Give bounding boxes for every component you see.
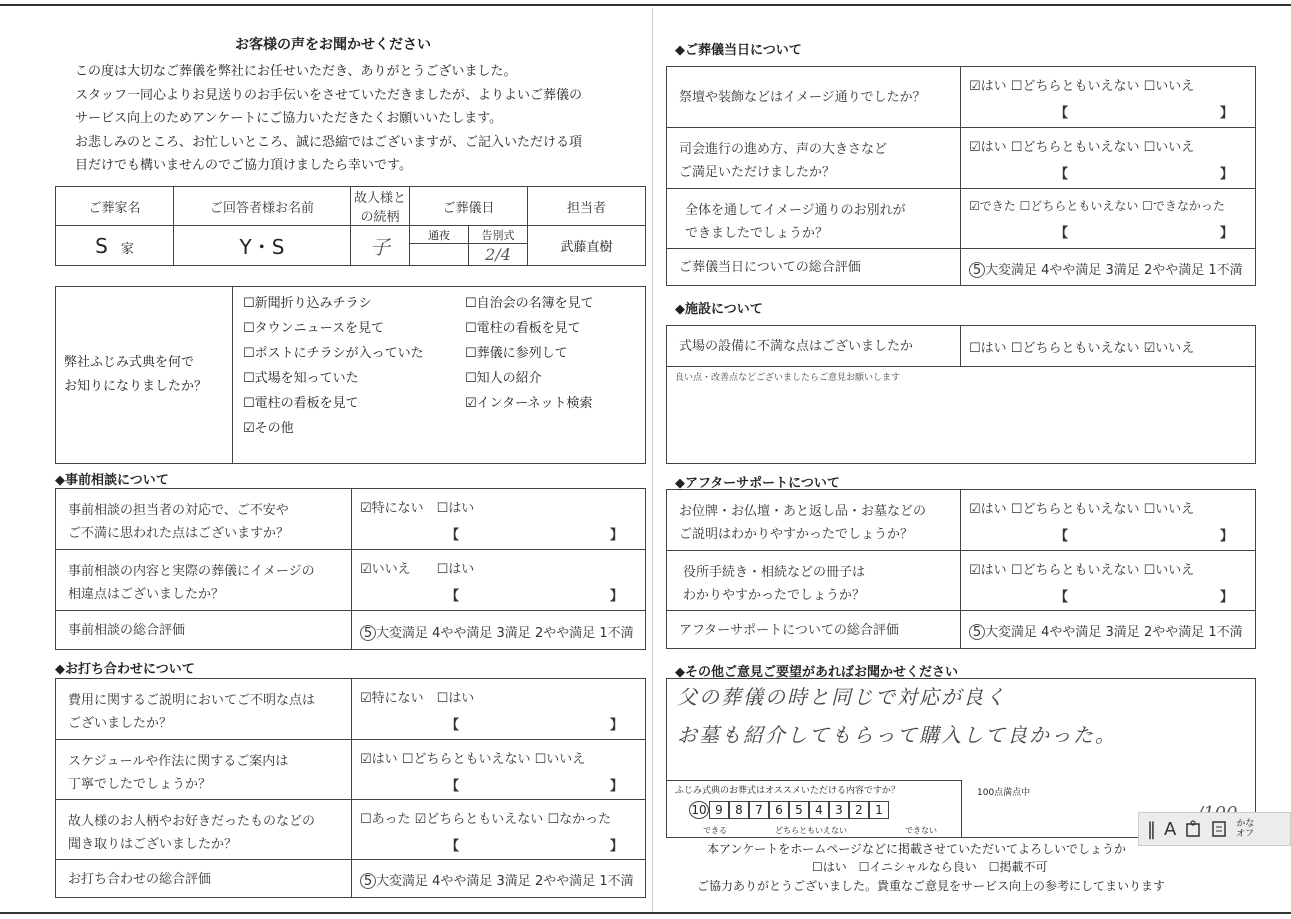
meeting-q3 bbox=[56, 800, 352, 859]
meeting-q2 bbox=[56, 740, 352, 799]
day-q3-row bbox=[667, 188, 1255, 248]
respondent-cell[interactable] bbox=[174, 226, 351, 266]
after-rating[interactable] bbox=[961, 611, 1255, 649]
date-header: ご葬儀日 bbox=[410, 187, 528, 226]
source-col-2 bbox=[465, 291, 594, 416]
family-header: ご葬家名 bbox=[56, 187, 174, 226]
comment-line: 父の葬儀の時と同じで対応が良く bbox=[677, 685, 1007, 709]
score-cell[interactable]: 6 bbox=[769, 801, 789, 819]
meeting-q4-row bbox=[56, 859, 645, 898]
answer-options: ☑はい ☐どちらともいえない ☐いいえ bbox=[969, 502, 1195, 517]
scale-mid: どちらともいえない bbox=[775, 826, 847, 835]
facility-q1: 式場の設備に不満な点はございましたか bbox=[667, 326, 961, 366]
score-grid[interactable] bbox=[689, 801, 889, 819]
note-brackets bbox=[969, 163, 1247, 182]
question-line: ございましたか？ bbox=[68, 716, 173, 731]
rating-circle: 5 bbox=[969, 262, 985, 278]
note-brackets bbox=[969, 102, 1247, 121]
rating-scale: 大変満足 4やや満足 3満足 2やや満足 1不満 bbox=[376, 874, 634, 889]
pre-q1-answer[interactable] bbox=[352, 489, 645, 549]
other-heading: ◆その他ご意見ご要望があればお聞かせください bbox=[675, 665, 958, 680]
question-line: 全体を通してイメージ通りのお別れが bbox=[685, 203, 906, 218]
funeral-header: 告別式 bbox=[469, 226, 528, 244]
note-brackets bbox=[360, 775, 637, 794]
question-line: 聞き取りはございましたか？ bbox=[68, 837, 238, 852]
wake-cell[interactable] bbox=[410, 244, 469, 266]
day-rating[interactable] bbox=[961, 249, 1255, 286]
score-cell[interactable]: 8 bbox=[729, 801, 749, 819]
day-section bbox=[666, 66, 1256, 286]
question-line: 司会進行の進め方、声の大きさなど bbox=[679, 142, 888, 157]
intro-line: スタッフ一同心よりお見送りのお手伝いをさせていただきましたが、よりよいご葬儀の bbox=[75, 87, 583, 103]
bracket-open: 【 bbox=[446, 718, 460, 733]
after-q2 bbox=[667, 551, 961, 610]
publish-question: 本アンケートをホームページなどに掲載させていただいてよろしいでしょうか bbox=[707, 842, 1127, 856]
after-q3-row bbox=[667, 610, 1255, 649]
question-line: 故人様のお人柄やお好きだったものなどの bbox=[68, 814, 316, 829]
after-q2-row bbox=[667, 550, 1255, 610]
after-section bbox=[666, 489, 1256, 649]
family-name: S bbox=[95, 233, 108, 258]
meeting-q3-answer[interactable] bbox=[352, 800, 645, 859]
score-cell[interactable]: 4 bbox=[809, 801, 829, 819]
question-line: スケジュールや作法に関するご案内は bbox=[68, 754, 289, 769]
facility-q1-answer[interactable] bbox=[961, 326, 1255, 366]
note-brackets bbox=[360, 524, 637, 543]
source-option[interactable]: ☐タウンニュースを見て bbox=[243, 321, 385, 336]
intro-text bbox=[75, 60, 635, 178]
score-cell[interactable]: 9 bbox=[709, 801, 729, 819]
family-cell[interactable] bbox=[56, 226, 174, 266]
question-line: ご説明はわかりやすかったでしょうか？ bbox=[679, 527, 914, 542]
question-line: 事前相談の内容と実際の葬儀にイメージの bbox=[68, 564, 315, 579]
bracket-open: 【 bbox=[1055, 167, 1069, 182]
source-option[interactable]: ☐新聞折り込みチラシ bbox=[243, 296, 372, 311]
note-brackets bbox=[969, 222, 1247, 241]
rating-circle: 5 bbox=[360, 873, 376, 889]
meeting-q2-answer[interactable] bbox=[352, 740, 645, 799]
source-option[interactable]: ☐ポストにチラシが入っていた bbox=[243, 346, 424, 361]
day-q2-row bbox=[667, 127, 1255, 188]
source-option[interactable]: ☐知人の紹介 bbox=[465, 371, 542, 386]
question-line: できましたでしょうか？ bbox=[685, 226, 829, 241]
note-brackets bbox=[969, 525, 1247, 544]
day-q3 bbox=[667, 189, 961, 248]
answer-options: ☑はい ☐どちらともいえない ☐いいえ bbox=[360, 752, 586, 767]
bracket-open: 【 bbox=[446, 589, 460, 604]
facility-note[interactable]: 良い点・改善点などございましたらご意見お願いします bbox=[667, 366, 1255, 464]
comment-line: お墓も紹介してもらって購入して良かった。 bbox=[677, 723, 1117, 747]
answer-options: ☑はい ☐どちらともいえない ☐いいえ bbox=[969, 79, 1195, 94]
bracket-close: 】 bbox=[609, 839, 623, 854]
question-line: わかりやすかったでしょうか？ bbox=[683, 588, 866, 603]
question-line: 丁寧でしたでしょうか？ bbox=[68, 777, 212, 792]
kana-toggle[interactable] bbox=[1236, 819, 1254, 839]
note-brackets bbox=[360, 714, 637, 733]
bracket-open: 【 bbox=[1055, 226, 1069, 241]
day-q4: ご葬儀当日についての総合評価 bbox=[667, 249, 961, 286]
recommend-question: ふじみ式典のお葬式はオススメいただける内容ですか？ bbox=[675, 786, 900, 796]
question-line: 相違点はございましたか？ bbox=[68, 587, 225, 602]
answer-options: ☐あった ☑どちらともいえない ☐なかった bbox=[360, 812, 612, 827]
staff-cell[interactable] bbox=[528, 226, 646, 266]
day-q1: 祭壇や装飾などはイメージ通りでしたか？ bbox=[667, 67, 961, 127]
answer-options: ☑特にない ☐はい bbox=[360, 501, 475, 516]
bracket-close: 】 bbox=[1219, 106, 1233, 121]
day-q4-row bbox=[667, 248, 1255, 286]
after-q1 bbox=[667, 490, 961, 550]
answer-options: ☐はい ☐どちらともいえない ☑いいえ bbox=[969, 341, 1195, 356]
day-q1-answer[interactable] bbox=[961, 67, 1255, 127]
source-label-line: お知りになりましたか？ bbox=[64, 379, 208, 394]
answer-options: ☑いいえ ☐はい bbox=[360, 562, 475, 577]
relation-header: 故人様との続柄 bbox=[351, 187, 410, 226]
facility-section bbox=[666, 325, 1256, 464]
source-option[interactable]: ☑インターネット検索 bbox=[465, 396, 593, 411]
bracket-close: 】 bbox=[609, 779, 623, 794]
source-option[interactable]: ☐式場を知っていた bbox=[243, 371, 359, 386]
staff-name: 武藤直樹 bbox=[560, 240, 613, 255]
rating-scale: 大変満足 4やや満足 3満足 2やや満足 1不満 bbox=[376, 626, 634, 641]
pre-q2-row bbox=[56, 549, 645, 610]
intro-line: サービス向上のためアンケートにご協力いただきたくお願いいたします。 bbox=[75, 111, 503, 126]
pre-q2-answer[interactable] bbox=[352, 550, 645, 610]
bottom-border bbox=[0, 912, 1291, 914]
bracket-open: 【 bbox=[1055, 106, 1069, 121]
intro-line: この度は大切なご葬儀を弊社にお任せいただき、ありがとうございました。 bbox=[75, 64, 517, 79]
facility-heading: ◆施設について bbox=[675, 302, 763, 317]
after-q3: アフターサポートについての総合評価 bbox=[667, 611, 961, 649]
pre-q3-row bbox=[56, 610, 645, 650]
relation-value: 子 bbox=[370, 235, 390, 259]
rating-circle: 5 bbox=[360, 625, 376, 641]
source-option[interactable]: ☐電柱の看板を見て bbox=[243, 396, 359, 411]
answer-options: ☑できた ☐どちらともいえない ☐できなかった bbox=[969, 199, 1225, 213]
source-col-1 bbox=[243, 291, 424, 441]
publish-options[interactable]: ☐はい ☐イニシャルなら良い ☐掲載不可 bbox=[812, 860, 1048, 874]
funeral-cell[interactable] bbox=[469, 244, 528, 266]
bracket-close: 】 bbox=[1219, 529, 1233, 544]
bracket-open: 【 bbox=[446, 779, 460, 794]
bracket-close: 】 bbox=[609, 718, 623, 733]
day-q2 bbox=[667, 128, 961, 188]
score-cell[interactable]: 5 bbox=[789, 801, 809, 819]
rating-scale: 大変満足 4やや満足 3満足 2やや満足 1不満 bbox=[985, 625, 1243, 640]
intro-line: お悲しみのところ、お忙しいところ、誠に恐縮ではございますが、ご記入いただける項 bbox=[75, 134, 583, 150]
meeting-heading: ◆お打ち合わせについて bbox=[55, 662, 195, 677]
bracket-close: 】 bbox=[1219, 226, 1233, 241]
text-icon[interactable]: A bbox=[1164, 818, 1177, 840]
question-line: 役所手続き・相続などの冊子は bbox=[683, 565, 866, 580]
question-line: ご満足いただけましたか？ bbox=[679, 165, 836, 180]
bracket-close: 】 bbox=[609, 589, 623, 604]
top-border bbox=[0, 0, 1291, 6]
bracket-close: 】 bbox=[609, 528, 623, 543]
source-option[interactable]: ☐自治会の名簿を見て bbox=[465, 296, 594, 311]
question-line: 費用に関するご説明においてご不明な点は bbox=[68, 693, 316, 708]
question-line: ご不満に思われた点はございますか？ bbox=[68, 526, 290, 541]
pre-section bbox=[55, 488, 646, 650]
bracket-open: 【 bbox=[1055, 529, 1069, 544]
grip-icon[interactable]: ‖ bbox=[1147, 818, 1156, 840]
pre-heading: ◆事前相談について bbox=[55, 473, 169, 488]
answer-options: ☑はい ☐どちらともいえない ☐いいえ bbox=[969, 563, 1195, 578]
score-cell[interactable]: 3 bbox=[829, 801, 849, 819]
bracket-open: 【 bbox=[446, 839, 460, 854]
scale-left: できる bbox=[703, 826, 727, 835]
answer-options: ☑特にない ☐はい bbox=[360, 691, 475, 706]
pad-icon[interactable] bbox=[1184, 820, 1202, 838]
bracket-open: 【 bbox=[446, 528, 460, 543]
meeting-q2-row bbox=[56, 739, 645, 799]
survey-title: お客様の声をお聞かせください bbox=[235, 37, 431, 53]
note-brackets bbox=[360, 585, 637, 604]
source-option[interactable]: ☑その他 bbox=[243, 421, 294, 436]
bracket-close: 】 bbox=[1219, 590, 1233, 605]
bracket-open: 【 bbox=[1055, 590, 1069, 605]
note-icon[interactable] bbox=[1210, 820, 1228, 838]
source-option[interactable]: ☐電柱の看板を見て bbox=[465, 321, 581, 336]
kana-label: かな bbox=[1236, 819, 1255, 829]
source-box bbox=[55, 286, 646, 464]
respondent-name: Y・S bbox=[239, 235, 285, 259]
score-cell[interactable]: 10 bbox=[689, 801, 709, 819]
after-heading: ◆アフターサポートについて bbox=[675, 476, 840, 491]
question-line: 事前相談の担当者の対応で、ご不安や bbox=[68, 503, 289, 518]
respondent-header: ご回答者様お名前 bbox=[174, 187, 351, 226]
day-q3-answer[interactable] bbox=[961, 189, 1255, 248]
ime-toolbar bbox=[1138, 812, 1291, 846]
staff-header: 担当者 bbox=[528, 187, 646, 226]
meeting-q3-row bbox=[56, 799, 645, 859]
funeral-date: 2/4 bbox=[485, 245, 511, 264]
pre-q1 bbox=[56, 489, 352, 549]
recommend-box bbox=[667, 780, 962, 838]
thanks-text: ご協力ありがとうございました。貴重なご意見をサービス向上の参考にしてまいります bbox=[697, 879, 1166, 893]
meeting-section bbox=[55, 678, 646, 898]
note-brackets bbox=[969, 586, 1247, 605]
source-option[interactable]: ☐葬儀に参列して bbox=[465, 346, 568, 361]
score-cell[interactable]: 7 bbox=[749, 801, 769, 819]
intro-line: 目だけでも構いませんのでご協力頂けましたら幸いです。 bbox=[75, 158, 412, 173]
meeting-q4: お打ち合わせの総合評価 bbox=[56, 860, 352, 898]
rating-circle: 5 bbox=[969, 624, 985, 640]
kana-state: オフ bbox=[1236, 829, 1255, 839]
score-cell[interactable]: 1 bbox=[869, 801, 889, 819]
question-line: お位牌・お仏壇・あと返し品・お墓などの bbox=[679, 504, 927, 519]
after-q1-answer[interactable] bbox=[961, 490, 1255, 550]
pre-rating[interactable] bbox=[352, 611, 645, 650]
note-brackets bbox=[360, 835, 637, 854]
score-label: 100点満点中 bbox=[977, 788, 1031, 798]
rating-scale: 大変満足 4やや満足 3満足 2やや満足 1不満 bbox=[985, 263, 1243, 278]
score-cell[interactable]: 2 bbox=[849, 801, 869, 819]
page-fold bbox=[652, 8, 653, 913]
scale-right: できない bbox=[905, 826, 937, 835]
source-label bbox=[56, 287, 233, 463]
meeting-q1-answer[interactable] bbox=[352, 679, 645, 739]
after-q2-answer[interactable] bbox=[961, 551, 1255, 610]
info-table bbox=[55, 186, 646, 266]
source-label-line: 弊社ふじみ式典を何で bbox=[64, 355, 195, 370]
meeting-q1 bbox=[56, 679, 352, 739]
family-suffix: 家 bbox=[120, 241, 134, 257]
meeting-rating[interactable] bbox=[352, 860, 645, 898]
day-heading: ◆ご葬儀当日について bbox=[675, 43, 802, 58]
bracket-close: 】 bbox=[1219, 167, 1233, 182]
answer-options: ☑はい ☐どちらともいえない ☐いいえ bbox=[969, 140, 1195, 155]
pre-q3: 事前相談の総合評価 bbox=[56, 611, 352, 650]
day-q2-answer[interactable] bbox=[961, 128, 1255, 188]
wake-header: 通夜 bbox=[410, 226, 469, 244]
relation-cell[interactable] bbox=[351, 226, 410, 266]
pre-q2 bbox=[56, 550, 352, 610]
